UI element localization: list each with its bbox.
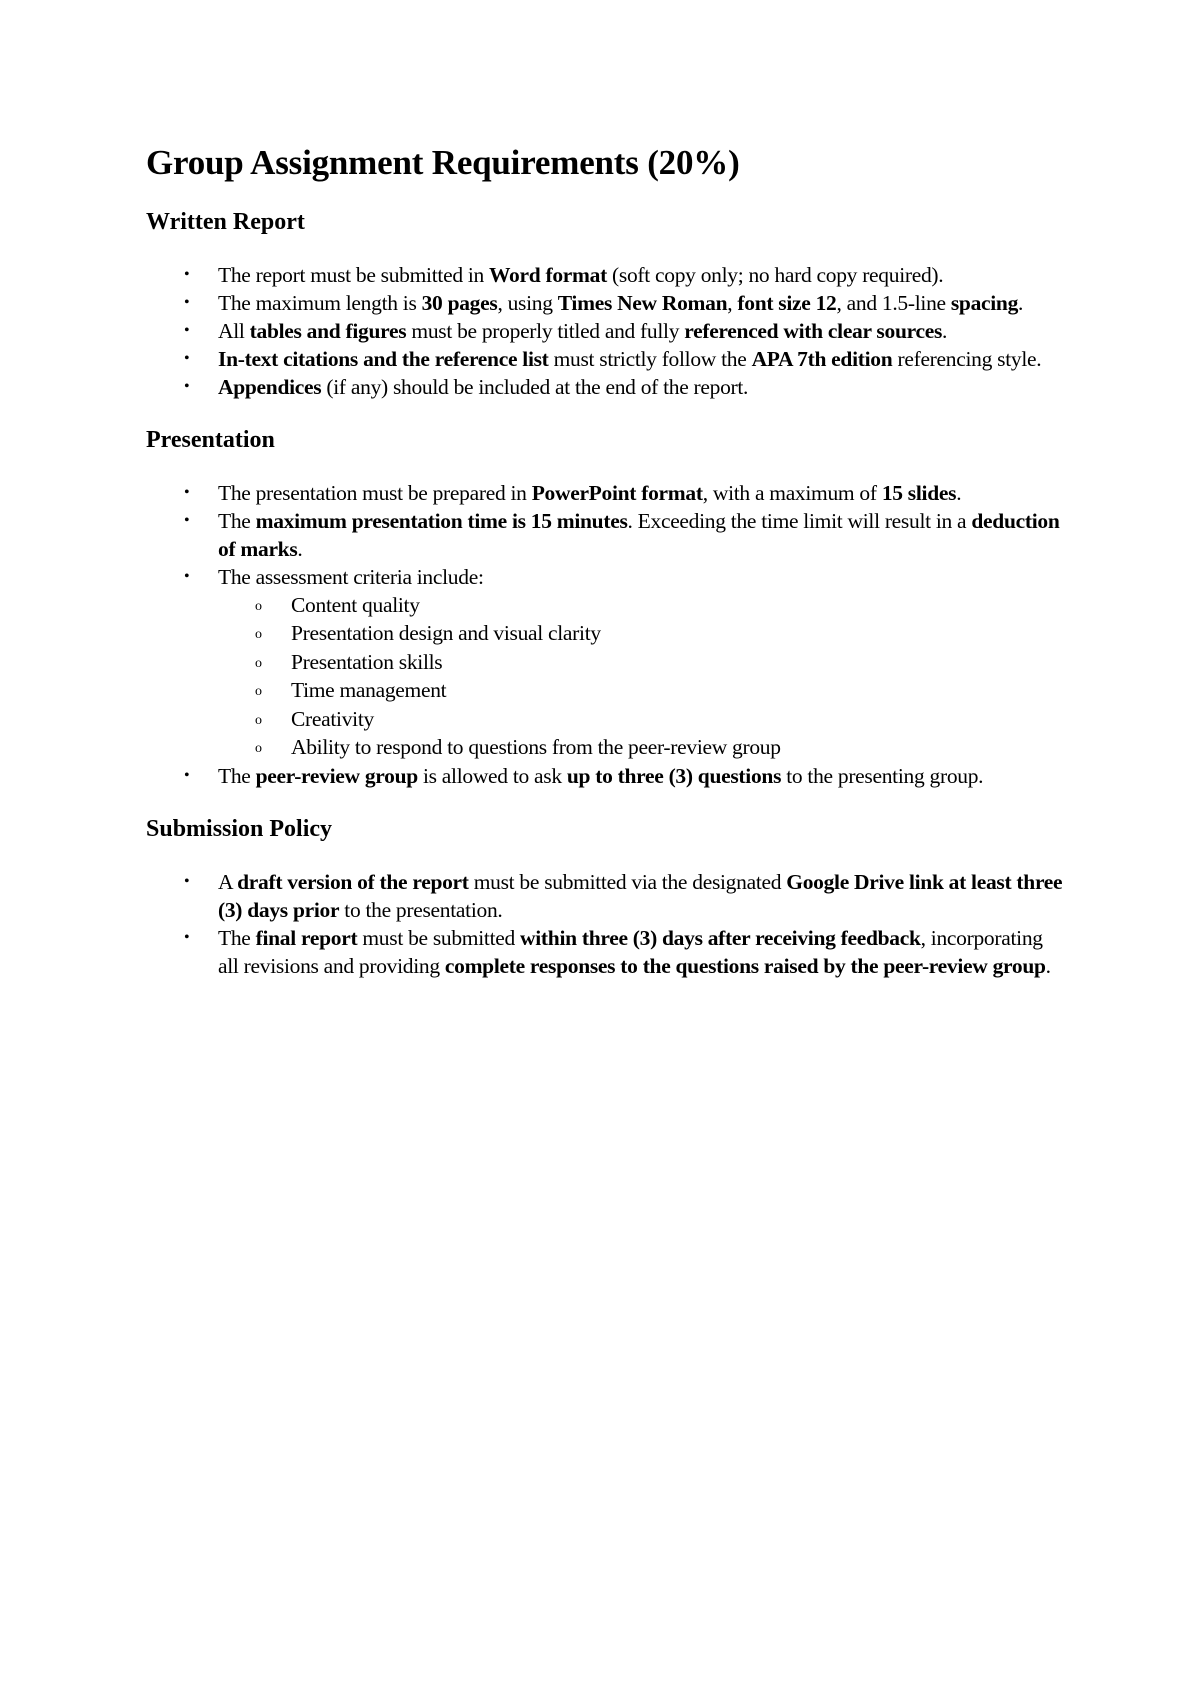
bold-text: maximum presentation time is 15 minutes [255,508,628,533]
circle-bullet-icon: o [255,741,262,756]
sub-list-item [255,648,1066,677]
body-text: . Exceeding the time limit will result in a [627,508,972,533]
bullet-icon: • [184,293,190,311]
bold-text: peer-review group [255,763,418,788]
document-body [146,207,1066,980]
body-text: The assessment criteria include: [218,564,484,589]
sub-item-text: Time management [291,678,447,702]
bullet-icon: • [184,349,190,367]
body-text: . [1045,953,1051,978]
body-text: must be properly titled and fully [406,318,685,343]
list-item [184,563,1066,762]
sub-item-text: Creativity [291,706,374,731]
bold-text: Appendices [218,374,322,399]
body-text: The [218,925,256,950]
list-item [184,345,1066,373]
body-text: , using [497,290,558,315]
list-item [184,261,1066,289]
bullet-icon: • [184,766,190,784]
body-text: , incorporating all revisions and providing [218,925,1043,978]
sub-item-text: Ability to respond to questions from the peer-review group [291,735,781,759]
body-text: to the presentation. [339,897,503,922]
body-text: must be submitted [357,925,521,950]
bold-text: within three (3) days after receiving feedback [520,925,921,950]
section-heading: Submission Policy [146,815,333,842]
bold-text: up to three (3) questions [566,763,782,788]
circle-bullet-icon: o [255,712,262,728]
sub-list-item [255,591,1066,620]
circle-bullet-icon: o [255,655,262,671]
body-text: . [942,318,948,343]
bullet-list [146,261,1066,401]
body-text: The maximum length is [218,290,422,315]
bold-text: APA 7th edition [751,346,893,371]
body-text: (if any) should be included at the end of the report. [321,374,749,399]
bullet-icon: • [184,321,190,339]
body-text: to the presenting group. [781,763,984,788]
document-page [146,140,1066,1004]
section-heading: Presentation [146,426,275,453]
bullet-icon: • [184,511,190,529]
body-text: . [956,480,962,505]
bold-text: complete responses to the questions raised by the peer-review group [444,953,1046,978]
body-text: , and 1.5-line [836,290,951,315]
sub-item-text: Presentation design and visual clarity [291,621,601,645]
list-item [184,479,1066,507]
sub-bullet-list [218,591,1066,762]
bold-text: In-text citations and the reference list [218,346,549,371]
list-item [184,373,1066,401]
body-text: All [218,318,250,343]
bullet-list [146,479,1066,790]
body-text: The [218,763,256,788]
bold-text: Google Drive link at least three (3) days prior [218,869,1063,922]
bold-text: deduction of marks [218,508,1060,561]
body-text: referencing style. [892,346,1042,371]
body-text: . [1018,290,1024,315]
bold-text: Word format [489,262,607,287]
bullet-icon: • [184,265,190,283]
body-text: The [218,508,256,533]
body-text: , [727,290,738,315]
list-item [184,762,1066,790]
section-heading: Written Report [146,208,305,235]
bold-text: referenced with clear sources [684,318,943,343]
sub-list-item [255,619,1066,648]
body-text: must be submitted via the designated [468,869,787,894]
bold-text: PowerPoint format [531,480,703,505]
list-item [184,317,1066,345]
sub-list-item [255,733,1066,762]
body-text: , with a maximum of [702,480,882,505]
sub-item-text: Presentation skills [291,649,443,674]
body-text: The report must be submitted in [218,262,490,287]
body-text: must strictly follow the [548,346,752,371]
bold-text: 15 slides [881,480,957,505]
list-item [184,289,1066,317]
body-text: . [297,536,303,561]
sub-list-item [255,676,1066,705]
circle-bullet-icon: o [255,684,262,699]
bullet-icon: • [184,928,190,946]
bullet-icon: • [184,872,190,890]
bold-text: spacing [950,290,1019,315]
page-title: Group Assignment Requirements (20%) [146,143,740,182]
circle-bullet-icon: o [255,627,262,642]
bold-text: draft version of the report [237,869,469,894]
list-item [184,924,1066,980]
list-item [184,868,1066,924]
bold-text: font size 12 [737,290,837,315]
sub-item-text: Content quality [291,592,420,617]
bold-text: 30 pages [421,290,498,315]
bold-text: final report [255,925,358,950]
body-text: is allowed to ask [417,763,567,788]
bold-text: tables and figures [249,318,407,343]
body-text: The presentation must be prepared in [218,480,532,505]
bullet-icon: • [184,567,190,585]
body-text: (soft copy only; no hard copy required). [606,262,944,287]
list-item [184,507,1066,563]
bold-text: Times New Roman [557,290,728,315]
bullet-icon: • [184,483,190,501]
bullet-icon: • [184,377,190,395]
bullet-list [146,868,1066,980]
body-text: A [218,869,238,894]
circle-bullet-icon: o [255,598,262,614]
sub-list-item [255,705,1066,734]
